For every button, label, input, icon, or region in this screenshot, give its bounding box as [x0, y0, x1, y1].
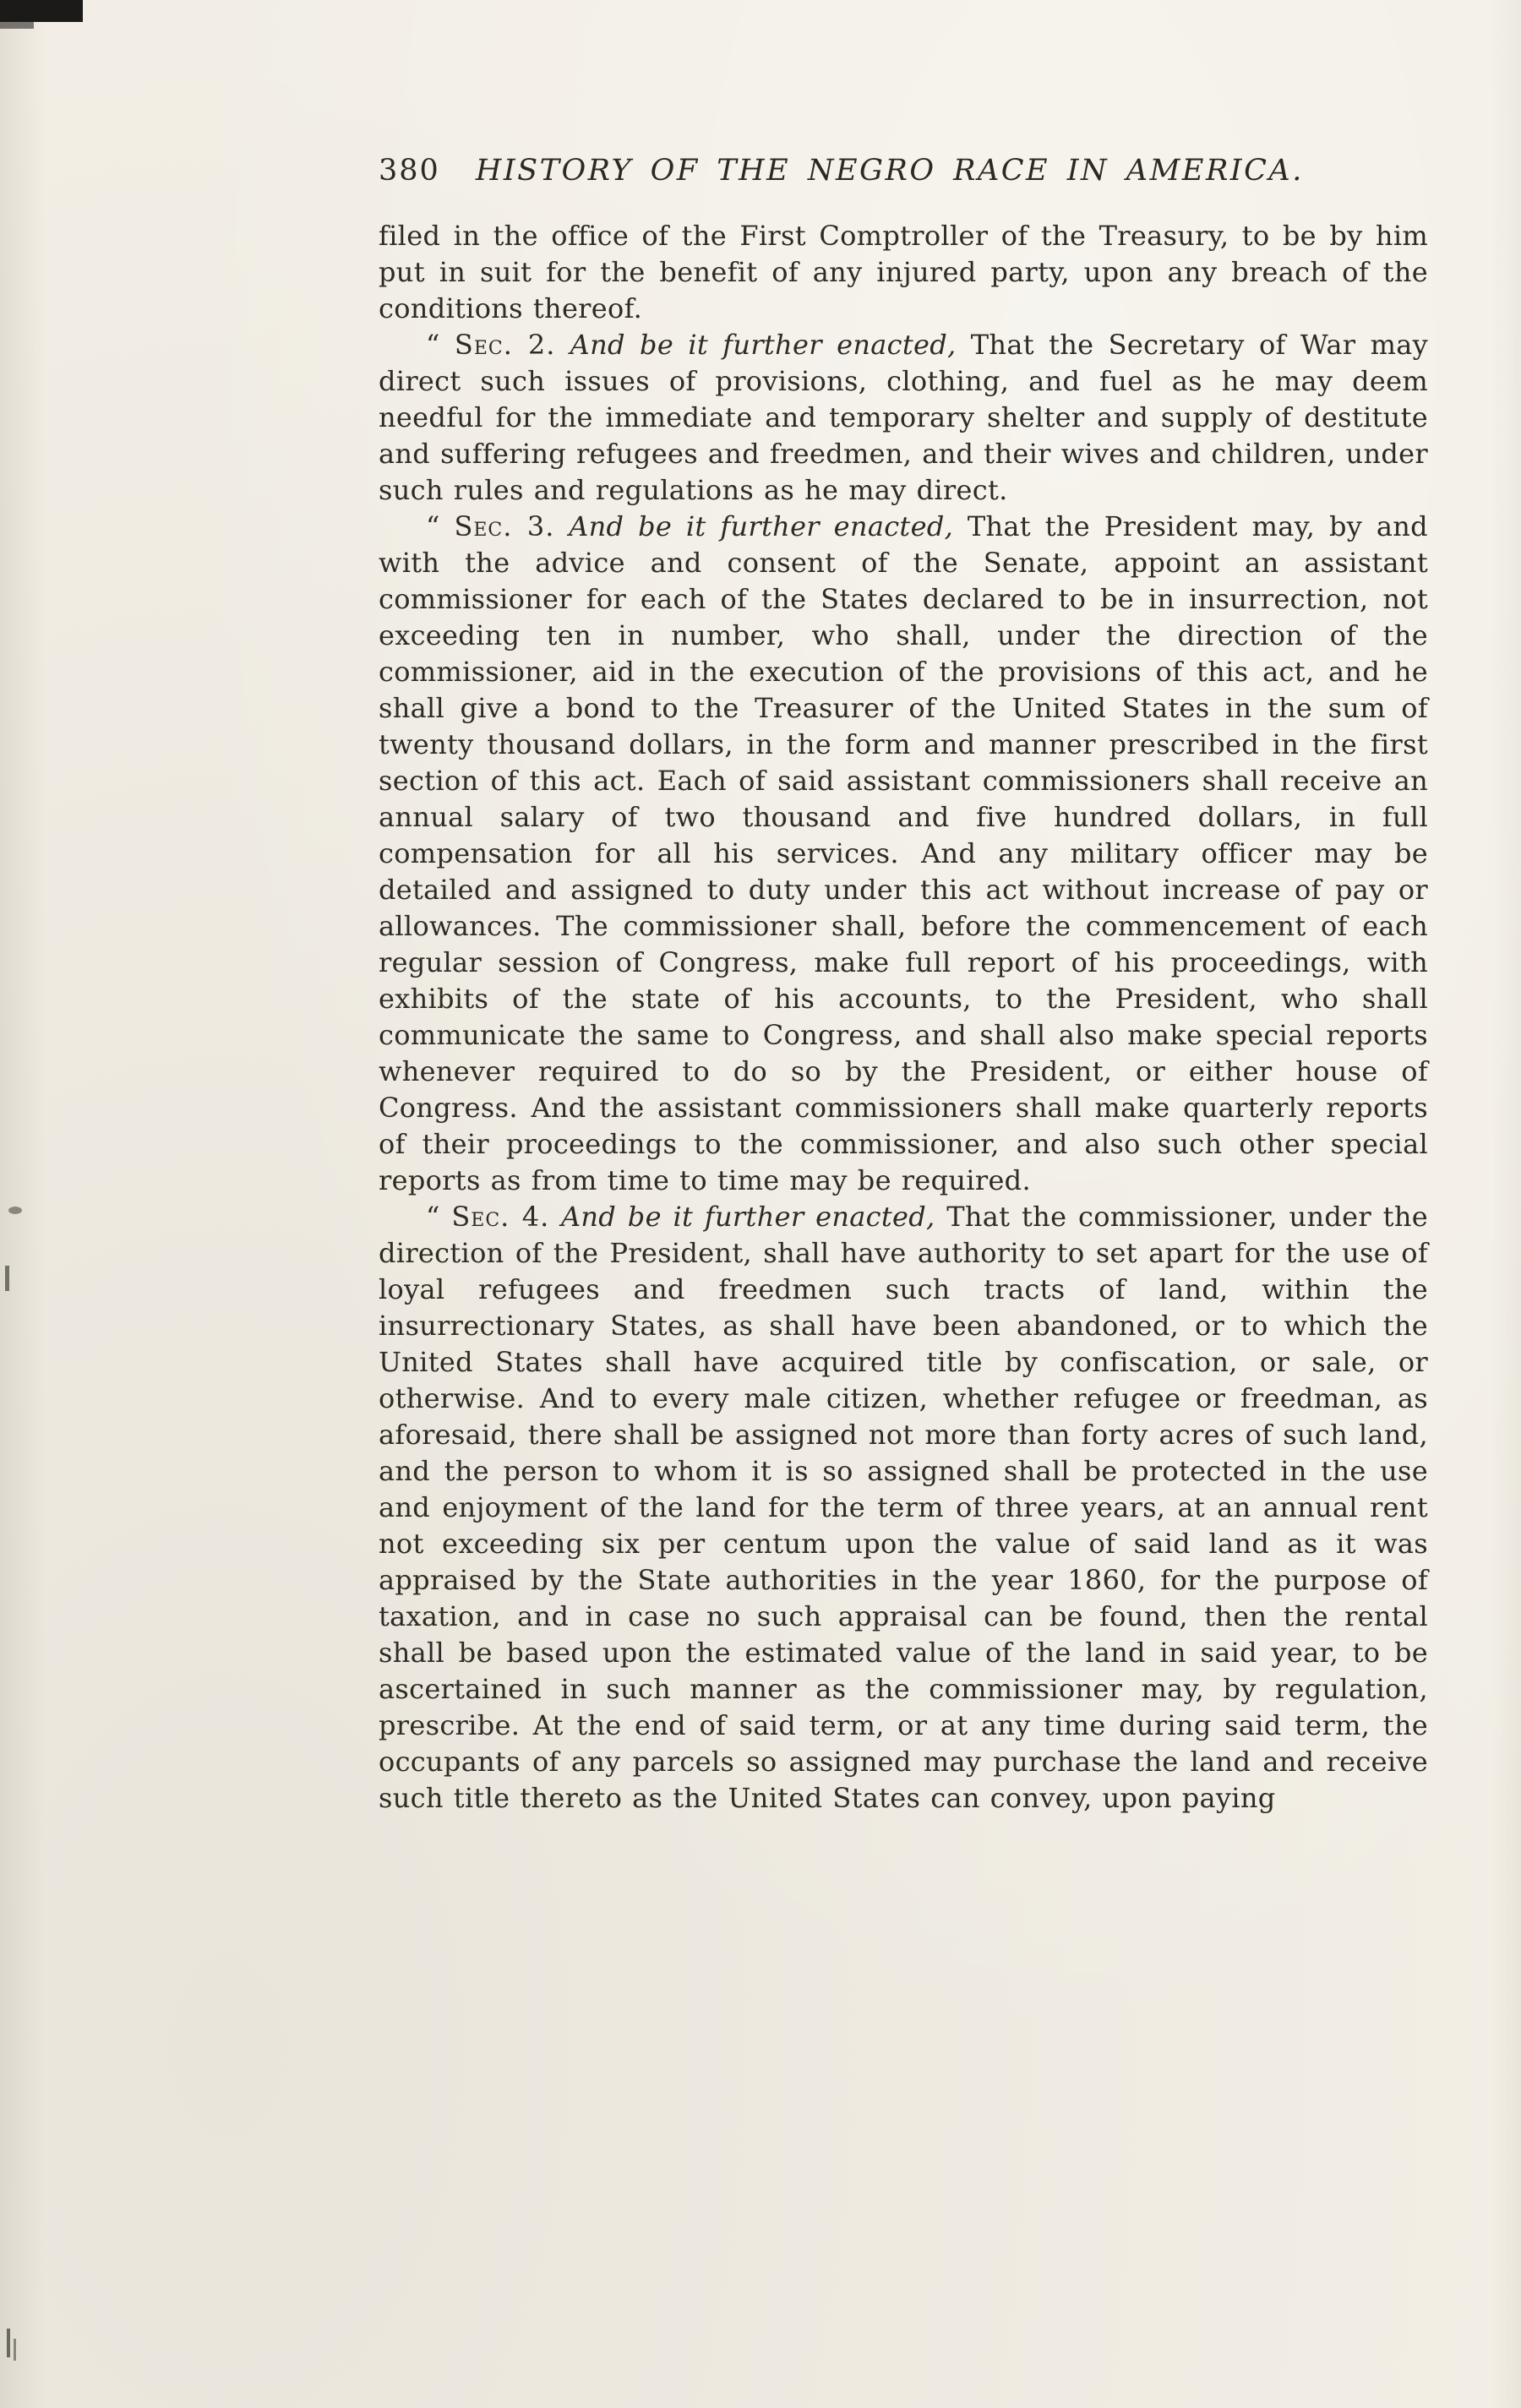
text-segment-plain [554, 510, 569, 542]
scan-artifact [7, 2329, 10, 2357]
paragraph [379, 1199, 1428, 1817]
scan-artifact [14, 2339, 16, 2361]
scan-artifact [8, 1207, 22, 1214]
text-segment-plain [555, 329, 570, 361]
scan-artifact [0, 22, 34, 29]
text-segment-plain: “ [426, 510, 455, 542]
paragraph [379, 218, 1428, 327]
text-segment-smallcaps: Sec. 4. [451, 1201, 550, 1233]
text-segment-plain: That the President may, by and with the advice and consent of the Senate, appoint an assistant commissioner for each of the States declared to be in insurrection, not exceeding ten in number, who shall, under the direction of the commissioner, aid in the execution of the provisions of this act, and he shall give a bond to the Treasurer of the United States in the sum of twenty thousand dollars, in the form and manner prescribed in the first section of this act. Each of said assistant commissioners shall receive an annual salary of two thousand and five hundred dollars, in full compensation for all his services. And any military officer may be detailed and assigned to duty under this act without increase of pay or allowances. The commissioner shall, before the commencement of each regular session of Congress, make full report of his proceedings, with exhibits of the state of his accounts, to the President, who shall communicate the same to Congress, and shall also make special reports whenever required to do so by the President, or either house of Congress. And the assistant commissioners shall make quarterly reports of their proceedings to the commissioner, and also such other special reports as from time to time may be required. [379, 510, 1428, 1196]
text-segment-plain: “ [426, 1201, 452, 1233]
text-segment-plain: “ [426, 329, 455, 361]
text-block [379, 218, 1428, 1817]
page-number: 380 [379, 154, 440, 188]
text-segment-plain: That the Secretary of War may direct such issues of provisions, clothing, and fuel as he may deem needful for the immediate and temporary shelter and supply of destitute and suffering refugees and freedmen, and their wives and children, under such rules and regulations as he may direct. [379, 329, 1428, 506]
text-segment-plain [549, 1201, 561, 1233]
text-segment-italic: And be it further enacted, [569, 510, 954, 542]
text-segment-plain: filed in the office of the First Comptroller of the Treasury, to be by him put in suit for the benefit of any injured party, upon any breach of the conditions thereof. [379, 220, 1428, 324]
scan-artifact [0, 0, 83, 22]
scan-artifact [5, 1266, 9, 1291]
text-segment-italic: And be it further enacted, [570, 329, 957, 361]
page-content [379, 154, 1428, 1817]
text-segment-smallcaps: Sec. 3. [454, 510, 555, 542]
paragraph [379, 509, 1428, 1199]
page-header [379, 154, 1428, 188]
text-segment-plain: That the commissioner, under the direction of the President, shall have authority to set apart for the use of loyal refugees and freedmen such tracts of land, within the insurrectionary States, as shall have been abandoned, or to which the United States shall have acquired title by confiscation, or sale, or otherwise. And to every male citizen, whether refugee or freedman, as aforesaid, there shall be assigned not more than forty acres of such land, and the person to whom it is so assigned shall be protected in the use and enjoyment of the land for the term of three years, at an annual rent not exceeding six per centum upon the value of said land as it was appraised by the State authorities in the year 1860, for the purpose of taxation, and in case no such appraisal can be found, then the rental shall be based upon the estimated value of the land in said year, to be ascertained in such manner as the commissioner may, by regulation, prescribe. At the end of said term, or at any time during said term, the occupants of any parcels so assigned may purchase the land and receive such title thereto as the United States can convey, upon paying [379, 1201, 1428, 1814]
text-segment-smallcaps: Sec. 2. [454, 329, 556, 361]
running-title: HISTORY OF THE NEGRO RACE IN AMERICA. [475, 154, 1304, 188]
text-segment-italic: And be it further enacted, [560, 1201, 935, 1233]
paragraph [379, 327, 1428, 509]
